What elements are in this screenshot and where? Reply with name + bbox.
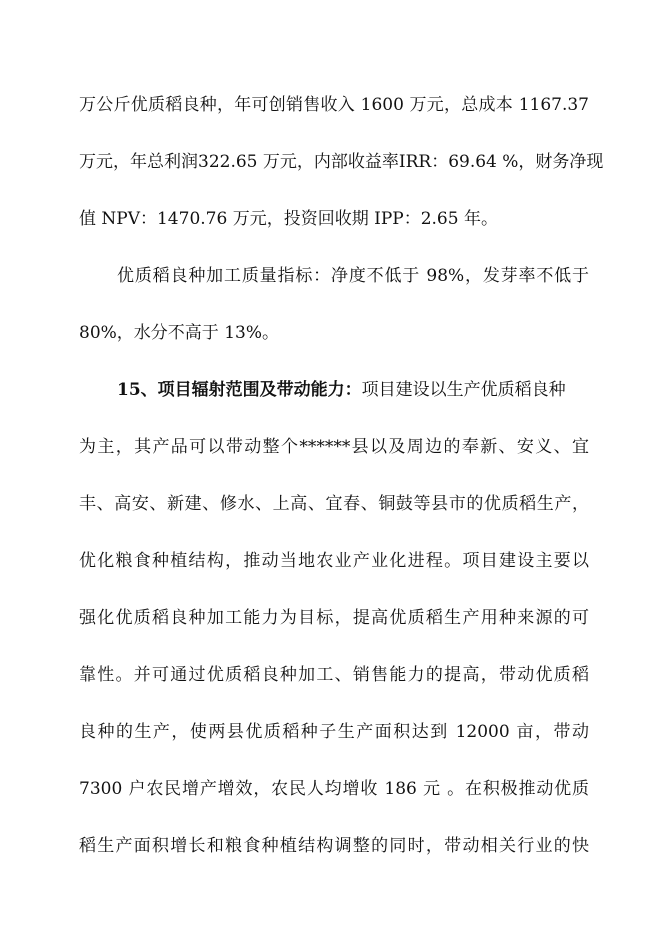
- section-heading-continuation: 项目建设以生产优质稻良种: [361, 380, 566, 400]
- paragraph-line: 值 NPV：1470.76 万元，投资回收期 IPP：2.65 年。: [79, 209, 498, 229]
- paragraph-line: 万公斤优质稻良种，年可创销售收入 1600 万元，总成本 1167.37: [79, 95, 589, 115]
- paragraph-line: 靠性。并可通过优质稻良种加工、销售能力的提高，带动优质稻: [79, 665, 589, 685]
- paragraph-line: 80%，水分不高于 13%。: [79, 323, 279, 343]
- section-heading: 15、项目辐射范围及带动能力：: [117, 380, 362, 400]
- paragraph-line: 强化优质稻良种加工能力为目标，提高优质稻生产用种来源的可: [79, 608, 589, 628]
- section-heading-line: [117, 380, 589, 400]
- paragraph-line: 良种的生产，使两县优质稻种子生产面积达到 12000 亩，带动: [79, 722, 589, 742]
- paragraph-line: 丰、高安、新建、修水、上高、宜春、铜鼓等县市的优质稻生产，: [79, 494, 589, 514]
- paragraph-line: 优化粮食种植结构，推动当地农业产业化进程。项目建设主要以: [79, 551, 589, 571]
- paragraph-line: 为主，其产品可以带动整个******县以及周边的奉新、安义、宜: [79, 437, 589, 457]
- paragraph-line: 稻生产面积增长和粮食种植结构调整的同时，带动相关行业的快: [79, 836, 589, 856]
- paragraph-line: 万元，年总利润322.65 万元，内部收益率IRR：69.64 %，财务净现: [79, 152, 604, 172]
- paragraph-line: 优质稻良种加工质量指标：净度不低于 98%，发芽率不低于: [117, 266, 589, 286]
- paragraph-line: 7300 户农民增产增效，农民人均增收 186 元 。在积极推动优质: [79, 779, 589, 799]
